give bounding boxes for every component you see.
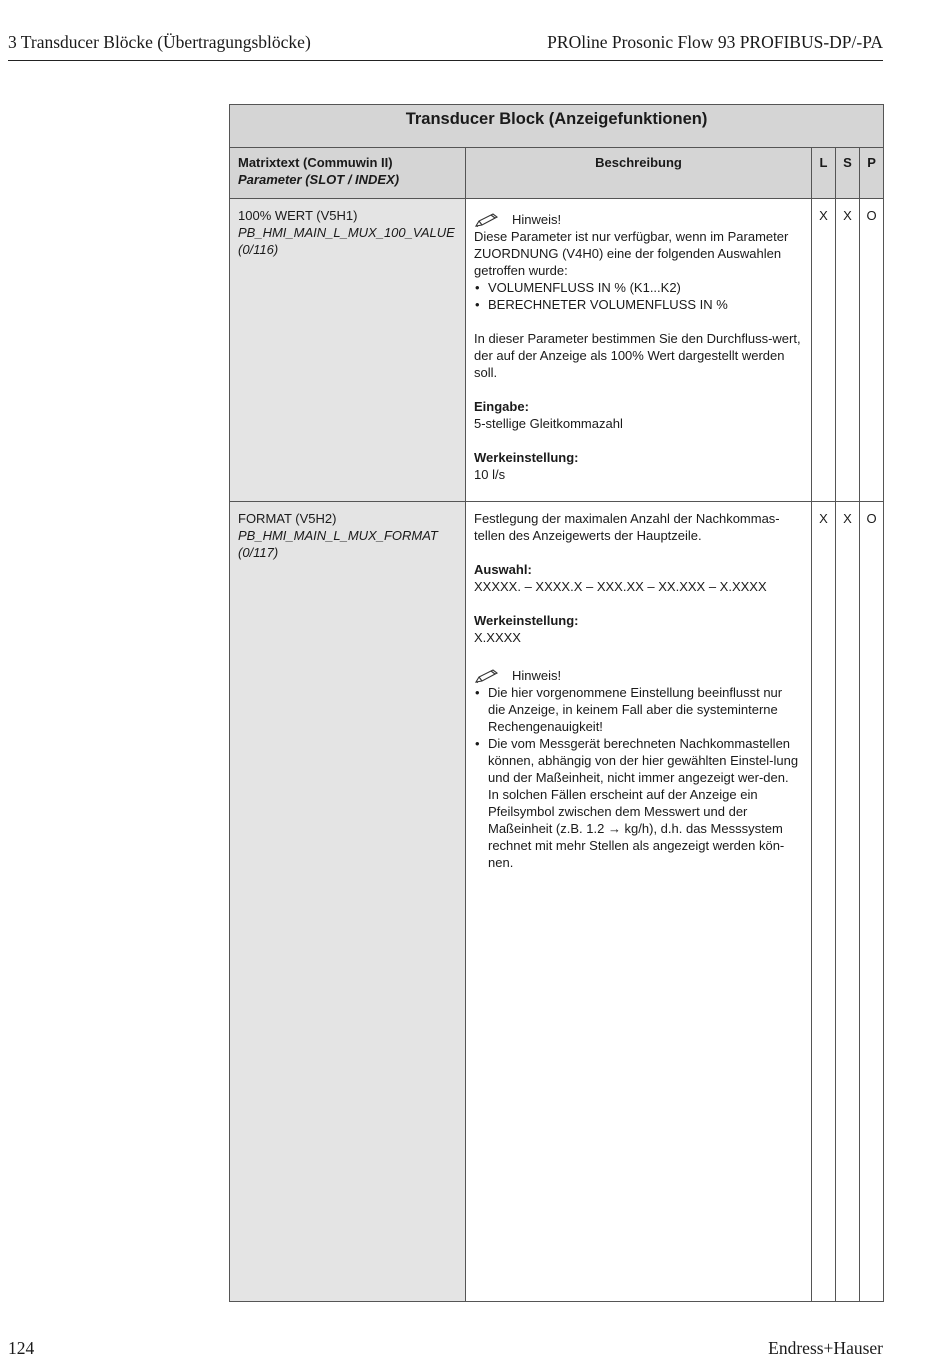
list-item: • BERECHNETER VOLUMENFLUSS IN % [474, 296, 803, 313]
column-header-slot-index: Parameter (SLOT / INDEX) [238, 172, 400, 187]
flag-p: O [860, 199, 884, 502]
default-value: 10 l/s [474, 467, 506, 482]
note-intro: Diese Parameter ist nur verfügbar, wenn im Parameter ZUORDNUNG (V4H0) eine der folgenden Auswahlen getroffen wurde: [474, 229, 789, 278]
parameter-name: 100% WERT (V5H1) [238, 208, 358, 223]
choice-label: Auswahl: [474, 562, 532, 577]
transducer-block-table [229, 104, 884, 1302]
note-heading [474, 211, 803, 228]
column-header-parameter [230, 148, 466, 199]
parameter-name: FORMAT (V5H2) [238, 511, 337, 526]
pencil-icon [474, 212, 500, 228]
note-heading [474, 667, 803, 684]
list-item: • Die vom Messgerät berechneten Nachkommastellen können, abhängig von der hier gewählten Einstel-lung und der Maßeinheit, nicht immer angezeigt wer-den. In solchen Fällen erscheint auf der Anzeige ein Pfeilsymbol zwischen dem Messwert und der Maßeinheit (z.B. 1.2 → kg/h), d.h. das Messsystem rechnet mit mehr Stellen als angezeigt werden kön-nen. [474, 735, 803, 871]
parameter-index: (0/116) [238, 242, 279, 257]
choice-value: XXXXX. – XXXX.X – XXX.XX – XX.XXX – X.XXXX [474, 579, 767, 594]
parameter-index: (0/117) [238, 545, 279, 560]
parameter-id: PB_HMI_MAIN_L_MUX_100_VALUE [238, 225, 455, 240]
pencil-icon [474, 668, 500, 684]
description-text: In dieser Parameter bestimmen Sie den Durchfluss-wert, der auf der Anzeige als 100% Wert dargestellt werden soll. [474, 331, 801, 380]
table-row [230, 502, 884, 1302]
note-label: Hinweis! [512, 668, 562, 683]
page-number: 124 [8, 1338, 35, 1358]
option-list [474, 279, 803, 313]
chapter-title: 3 Transducer Blöcke (Übertragungsblöcke) [8, 32, 311, 52]
description-cell [466, 502, 812, 1302]
column-header-matrixtext: Matrixtext (Commuwin II) [238, 155, 393, 170]
column-header-s: S [836, 148, 860, 199]
parameter-id: PB_HMI_MAIN_L_MUX_FORMAT [238, 528, 438, 543]
column-header-p: P [860, 148, 884, 199]
default-label: Werkeinstellung: [474, 613, 579, 628]
input-value: 5-stellige Gleitkommazahl [474, 416, 623, 431]
default-label: Werkeinstellung: [474, 450, 579, 465]
flag-l: X [812, 502, 836, 1302]
description-cell [466, 199, 812, 502]
note-list [474, 684, 803, 871]
column-header-description: Beschreibung [466, 148, 812, 199]
flag-l: X [812, 199, 836, 502]
flag-s: X [836, 502, 860, 1302]
table-row [230, 199, 884, 502]
list-item: • VOLUMENFLUSS IN % (K1...K2) [474, 279, 803, 296]
page-footer [8, 1338, 883, 1362]
description-text: Festlegung der maximalen Anzahl der Nachkommas-tellen des Anzeigewerts der Hauptzeile. [474, 511, 780, 543]
note-label: Hinweis! [512, 212, 562, 227]
brand-name: Endress+Hauser [768, 1338, 883, 1358]
input-label: Eingabe: [474, 399, 529, 414]
flag-s: X [836, 199, 860, 502]
table-title: Transducer Block (Anzeigefunktionen) [230, 105, 884, 148]
parameter-cell [230, 199, 466, 502]
parameter-cell [230, 502, 466, 1302]
column-header-l: L [812, 148, 836, 199]
document-title: PROline Prosonic Flow 93 PROFIBUS-DP/-PA [547, 32, 883, 52]
default-value: X.XXXX [474, 630, 521, 645]
flag-p: O [860, 502, 884, 1302]
page-header [8, 30, 883, 61]
list-item: • Die hier vorgenommene Einstellung beeinflusst nur die Anzeige, in keinem Fall aber die systeminterne Rechengenauigkeit! [474, 684, 803, 735]
